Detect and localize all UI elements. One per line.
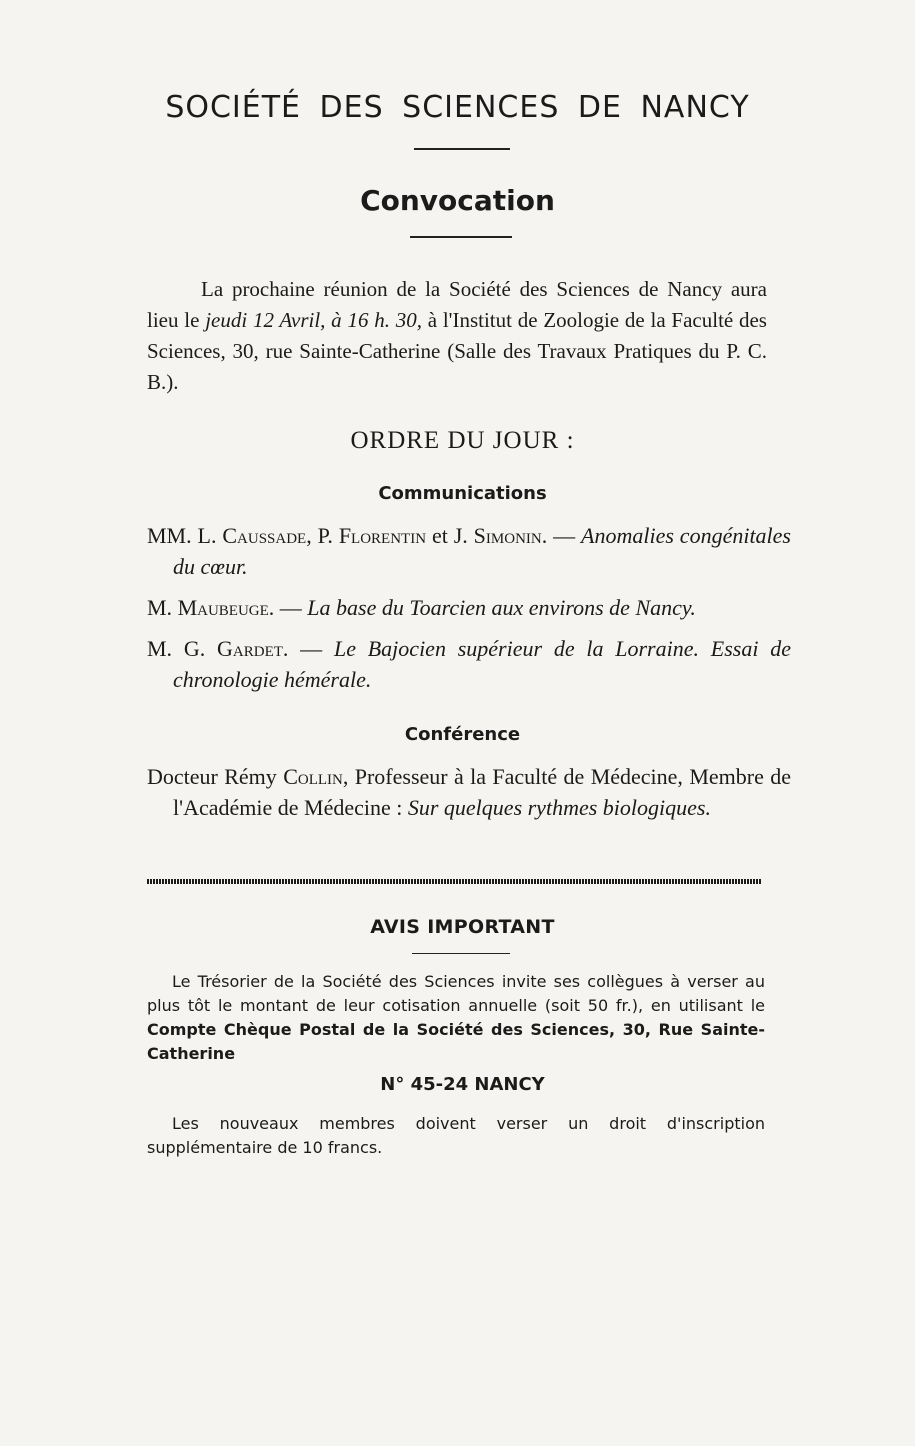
title-rule	[414, 148, 510, 150]
intro-text-1: La prochaine réunion de la Société des Sciences de Nancy aura lieu le	[147, 277, 767, 332]
author-name: Simonin	[473, 523, 542, 548]
postal-account: Compte Chèque Postal de la Société des Sciences, 30, Rue Sainte-Catherine	[147, 1020, 765, 1063]
communication-title: La base du Toarcien aux environs de Nancy.	[307, 595, 696, 620]
communication-title: Anomalies congénitales du cœur.	[173, 523, 791, 579]
notice-rule	[412, 953, 510, 954]
notice-paragraph: Le Trésorier de la Société des Sciences invite ses collègues à verser au plus tôt le montant de leur cotisation annuelle (soit 50 fr.), en utilisant le Compte Chèque Postal de la Société des Sciences, 30, Rue Sainte-Catherine	[147, 972, 765, 1063]
registration-note: Les nouveaux membres doivent verser un droit d'inscription supplémentaire de 10 francs.	[147, 1114, 765, 1157]
communication-title: Le Bajocien supérieur de la Lorraine. Essai de chronologie hémérale.	[173, 636, 791, 692]
intro-paragraph	[147, 274, 767, 398]
meeting-date: jeudi 12 Avril, à 16 h. 30,	[205, 308, 422, 332]
communications-heading: Communications	[378, 483, 547, 504]
speaker-name: Collin	[283, 764, 343, 789]
communication-item: M. G. Gardet. — Le Bajocien supérieur de la Lorraine. Essai de chronologie hémérale.	[147, 636, 791, 692]
author-name: Florentin	[338, 523, 427, 548]
communication-item: MM. L. Caussade, P. Florentin et J. Simonin. — Anomalies congénitales du cœur.	[147, 523, 791, 579]
intro-text-2: à l'Institut de Zoologie de la Faculté des Sciences, 30, rue Sainte-Catherine (Salle des Travaux Pratiques du P. C. B.).	[147, 308, 767, 394]
notice-title: AVIS IMPORTANT	[370, 916, 555, 938]
author-name: Maubeuge	[177, 595, 269, 620]
ornamental-divider	[147, 879, 762, 884]
author-name: Caussade	[222, 523, 307, 548]
agenda-title: ORDRE DU JOUR :	[350, 427, 575, 454]
account-number: N° 45-24 NANCY	[380, 1074, 545, 1095]
conference-heading: Conférence	[404, 724, 521, 745]
document-title: Convocation	[360, 184, 555, 217]
society-title: SOCIÉTÉ DES SCIENCES DE NANCY	[165, 90, 750, 125]
title-rule-2	[410, 236, 512, 238]
conference-title: Sur quelques rythmes biologiques.	[407, 795, 711, 820]
author-name: Gardet	[217, 636, 283, 661]
conference-item: Docteur Rémy Collin, Professeur à la Faculté de Médecine, Membre de l'Académie de Médecine : Sur quelques rythmes biologiques.	[147, 764, 791, 820]
communication-item: M. Maubeuge. — La base du Toarcien aux environs de Nancy.	[147, 595, 696, 620]
